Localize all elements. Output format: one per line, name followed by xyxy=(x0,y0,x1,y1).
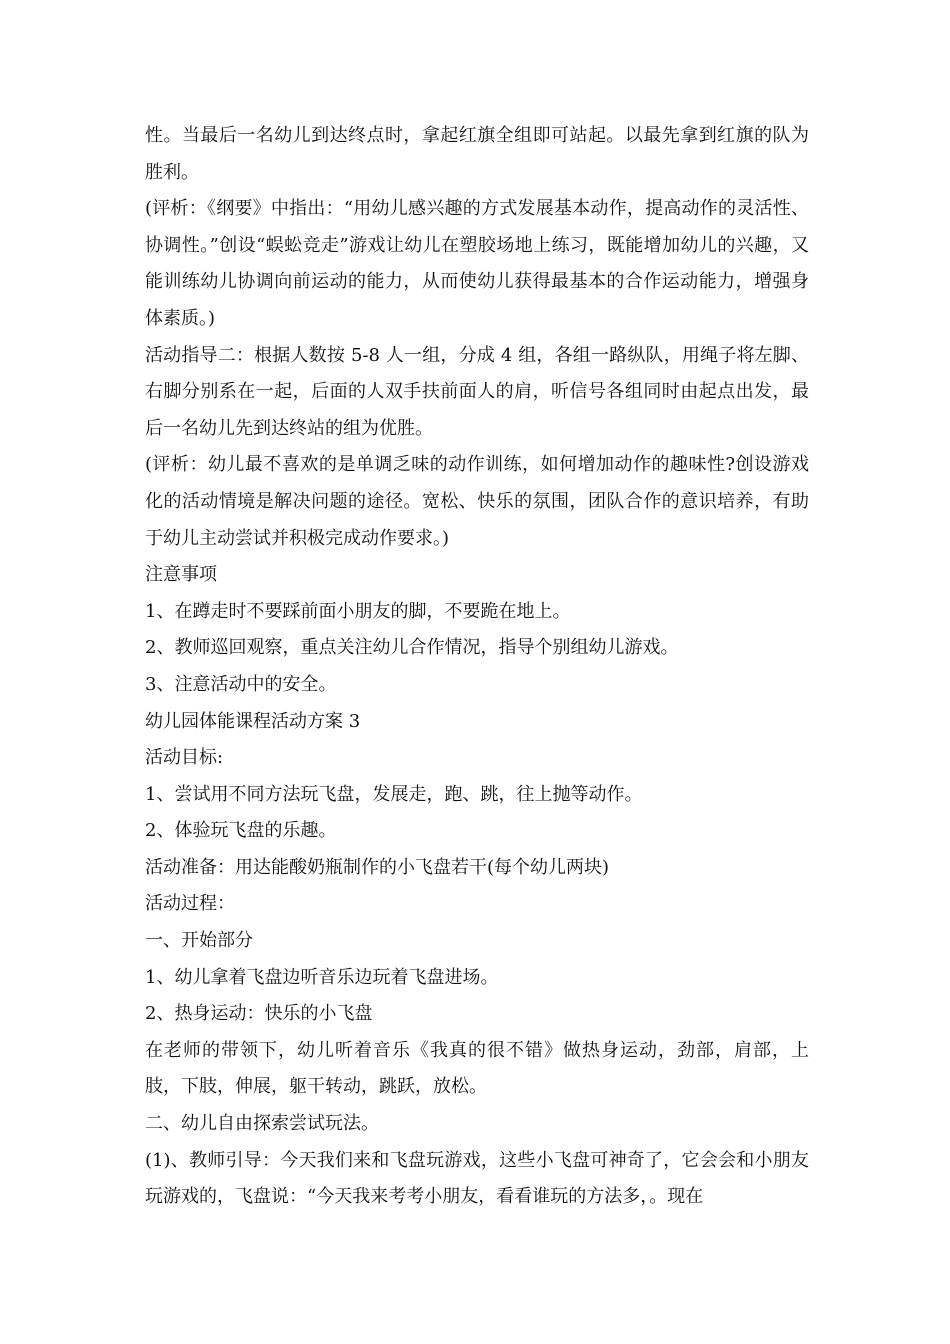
paragraph-commentary-1: (评析：《纲要》中指出：“用幼儿感兴趣的方式发展基本动作，提高动作的灵活性、协调性。”创设“蜈蚣竞走”游戏让幼儿在塑胶场地上练习，既能增加幼儿的兴趣，又能训练幼儿协调向前运动的能力，从而使幼儿获得最基本的合作运动能力，增强身体素质。) xyxy=(145,198,809,329)
paragraph-warmup: 在老师的带领下，幼儿听着音乐《我真的很不错》做热身运动，劲部，肩部，上肢，下肢，伸展，躯干转动，跳跃，放松。 xyxy=(145,1039,809,1098)
paragraph-teacher-guide: (1)、教师引导：今天我们来和飞盘玩游戏，这些小飞盘可神奇了，它会会和小朋友玩游戏的，飞盘说：“今天我来考考小朋友，看看谁玩的方法多，。现在 xyxy=(145,1149,809,1208)
heading-notes: 注意事项 xyxy=(145,564,217,586)
list-item-step-2: 2、热身运动：快乐的小飞盘 xyxy=(145,1003,373,1025)
heading-activity-goals: 活动目标: xyxy=(145,747,224,769)
heading-activity-process: 活动过程： xyxy=(145,893,235,915)
paragraph-commentary-2: (评析：幼儿最不喜欢的是单调乏味的动作训练，如何增加动作的趣味性?创设游戏化的活动情境是解决问题的途径。宽松、快乐的氛围，团队合作的意识培养，有助于幼儿主动尝试并积极完成动作要求。) xyxy=(145,454,809,549)
paragraph-preparation: 活动准备：用达能酸奶瓶制作的小飞盘若干(每个幼儿两块) xyxy=(145,856,610,878)
list-item-goal-2: 2、体验玩飞盘的乐趣。 xyxy=(145,820,337,842)
heading-part-1: 一、开始部分 xyxy=(145,930,253,952)
paragraph-activity-guide-2: 活动指导二：根据人数按 5-8 人一组，分成 4 组，各组一路纵队，用绳子将左脚、右脚分别系在一起，后面的人双手扶前面人的肩，听信号各组同时由起点出发，最后一名幼儿先到达终站的组为优胜。 xyxy=(145,344,809,439)
list-item-note-3: 3、注意活动中的安全。 xyxy=(145,673,337,695)
list-item-goal-1: 1、尝试用不同方法玩飞盘，发展走，跑、跳，往上抛等动作。 xyxy=(145,783,643,805)
section-title-plan-3: 幼儿园体能课程活动方案 3 xyxy=(145,710,361,732)
heading-part-2: 二、幼儿自由探索尝试玩法。 xyxy=(145,1113,379,1135)
list-item-note-1: 1、在蹲走时不要踩前面小朋友的脚，不要跪在地上。 xyxy=(145,600,571,622)
document-body xyxy=(145,118,809,1216)
list-item-step-1: 1、幼儿拿着飞盘边听音乐边玩着飞盘进场。 xyxy=(145,966,499,988)
paragraph-race-rule: 性。当最后一名幼儿到达终点时，拿起红旗全组即可站起。以最先拿到红旗的队为胜利。 xyxy=(145,125,809,183)
list-item-note-2: 2、教师巡回观察，重点关注幼儿合作情况，指导个别组幼儿游戏。 xyxy=(145,637,679,659)
